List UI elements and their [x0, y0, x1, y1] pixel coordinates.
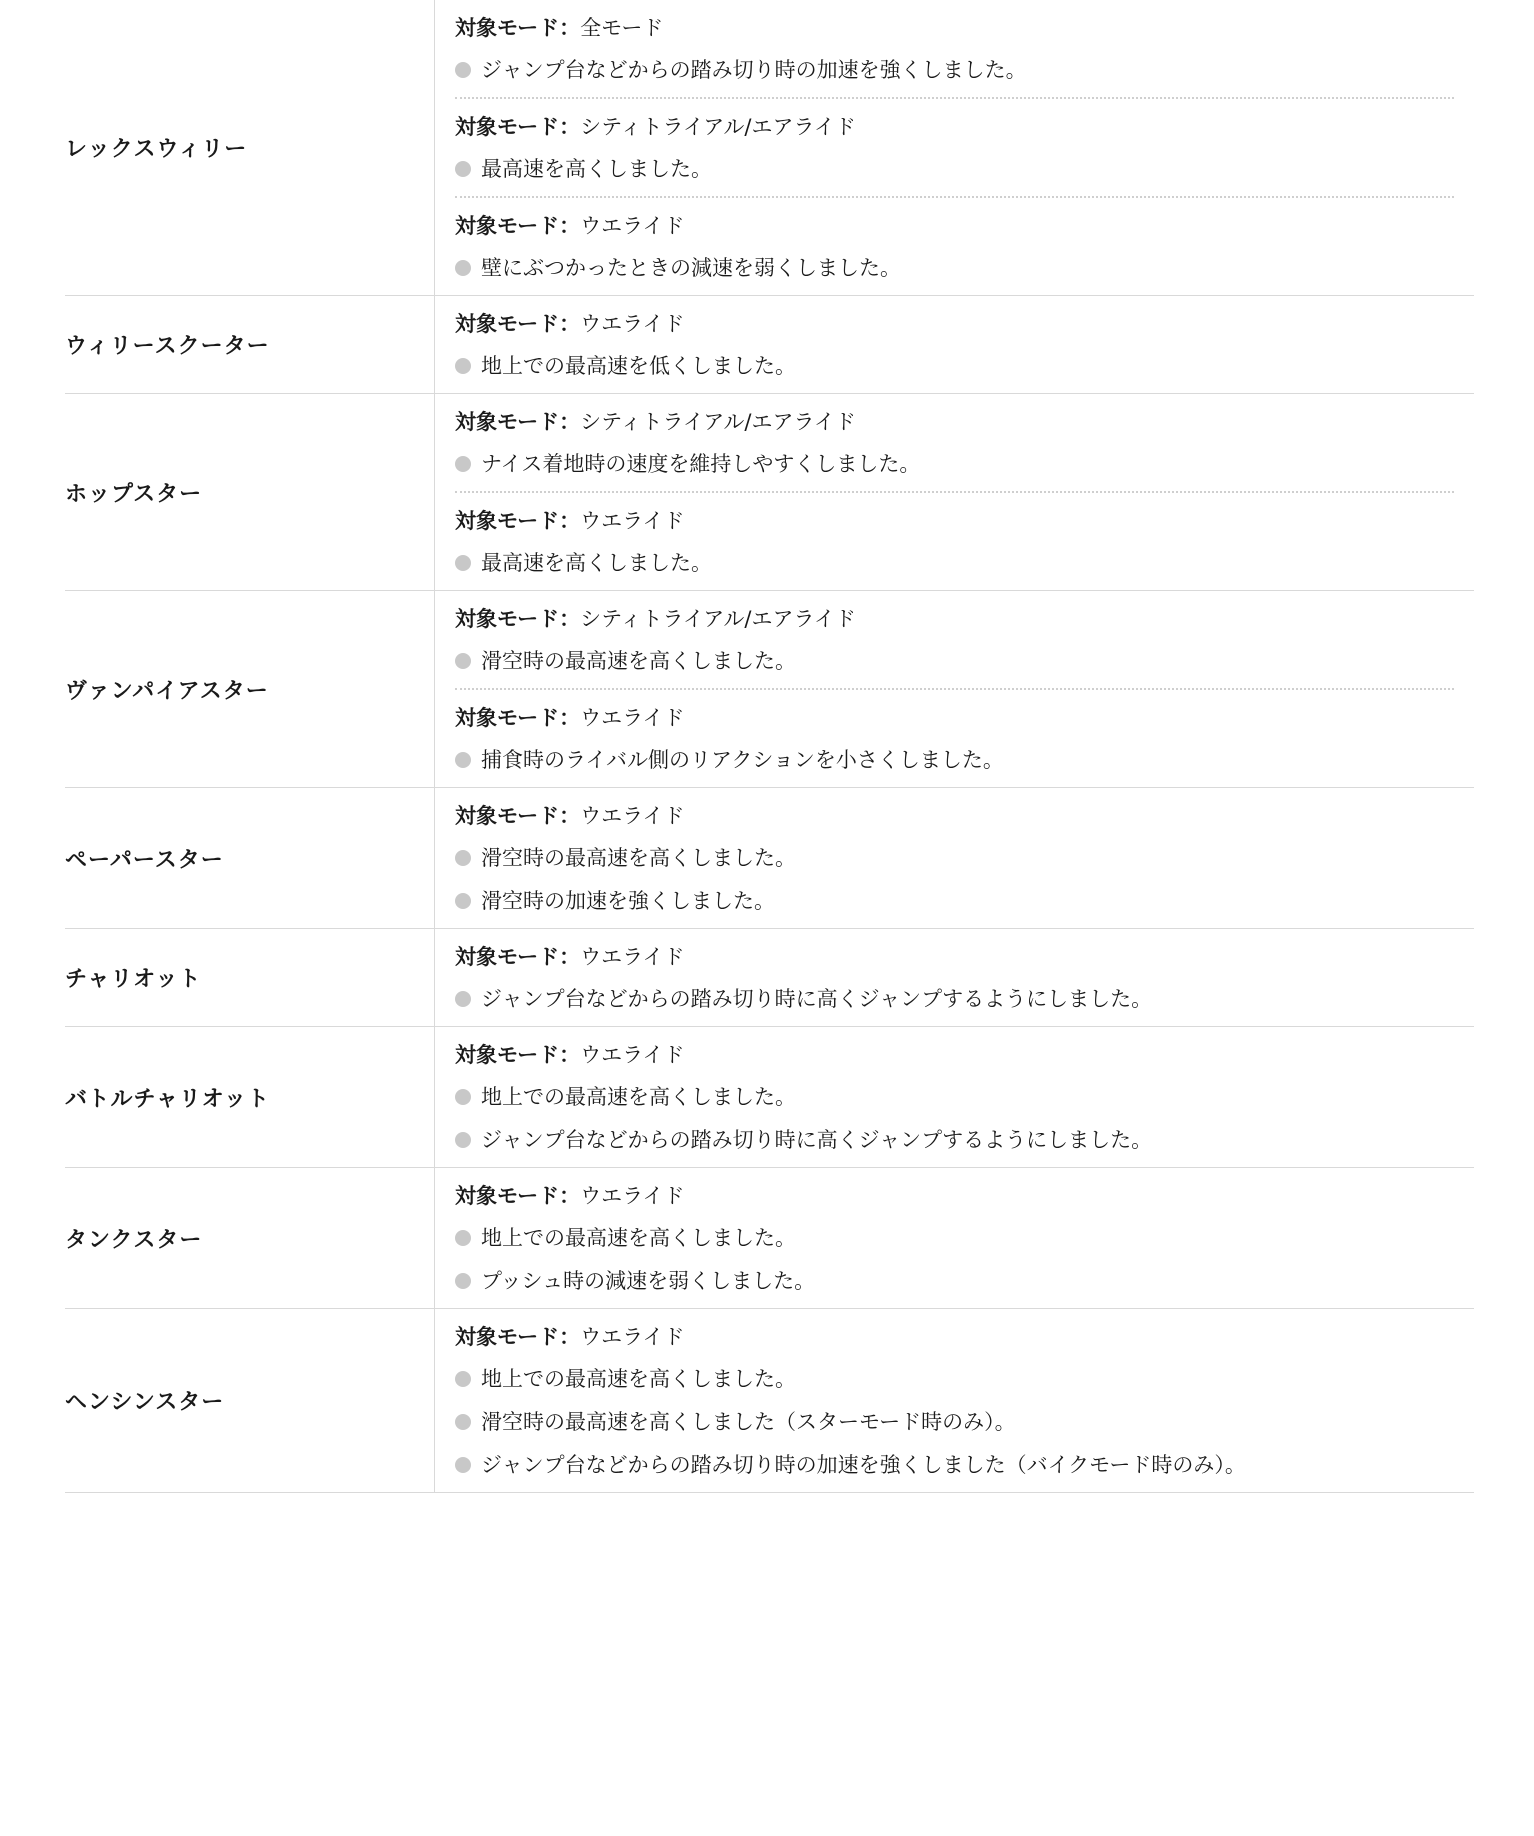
bullet-icon: [455, 850, 471, 866]
target-mode-value: ウエライド: [580, 1325, 685, 1349]
list-item: [455, 745, 1454, 775]
change-description: 捕食時のライバル側のリアクションを小さくしました。: [481, 748, 1004, 772]
bullet-icon: [455, 1132, 471, 1148]
list-item: [455, 1450, 1454, 1480]
changes-cell: [435, 591, 1474, 787]
target-mode-value: ウエライド: [580, 804, 685, 828]
target-mode-line: [455, 604, 1454, 634]
bullet-icon: [455, 752, 471, 768]
bullet-icon: [455, 653, 471, 669]
change-description: ナイス着地時の速度を維持しやすくしました。: [481, 452, 921, 476]
list-item: [455, 55, 1454, 85]
target-mode-line: [455, 211, 1454, 241]
table-row: [65, 1309, 1474, 1493]
list-item: [455, 886, 1454, 916]
list-item: [455, 646, 1454, 676]
changes-cell: [435, 788, 1474, 928]
bullet-icon: [455, 456, 471, 472]
mode-section: [455, 929, 1454, 1026]
change-description: 最高速を高くしました。: [481, 551, 712, 575]
bullet-icon: [455, 1273, 471, 1289]
table-row: [65, 394, 1474, 591]
change-description: ジャンプ台などからの踏み切り時に高くジャンプするようにしました。: [481, 987, 1153, 1011]
list-item: [455, 1266, 1454, 1296]
target-mode-label: 対象モード：: [455, 804, 581, 828]
machine-name: バトルチャリオット: [65, 1027, 435, 1167]
bullet-icon: [455, 893, 471, 909]
target-mode-label: 対象モード：: [455, 214, 581, 238]
target-mode-value: ウエライド: [580, 706, 685, 730]
mode-section: [455, 1027, 1454, 1167]
target-mode-value: ウエライド: [580, 312, 685, 336]
machine-name: レックスウィリー: [65, 0, 435, 295]
change-description: 地上での最高速を低くしました。: [481, 354, 796, 378]
table-row: [65, 1168, 1474, 1309]
change-description: プッシュ時の減速を弱くしました。: [481, 1269, 816, 1293]
machine-adjustment-table: [65, 0, 1474, 1493]
list-item: [455, 1082, 1454, 1112]
target-mode-line: [455, 13, 1454, 43]
machine-name: ヴァンパイアスター: [65, 591, 435, 787]
target-mode-label: 対象モード：: [455, 945, 581, 969]
target-mode-line: [455, 1181, 1454, 1211]
mode-section: [455, 296, 1454, 393]
table-row: [65, 0, 1474, 296]
list-item: [455, 253, 1454, 283]
bullet-icon: [455, 991, 471, 1007]
changes-cell: [435, 1309, 1474, 1492]
target-mode-value: ウエライド: [580, 945, 685, 969]
changes-cell: [435, 296, 1474, 393]
target-mode-line: [455, 801, 1454, 831]
list-item: [455, 154, 1454, 184]
change-description: 滑空時の最高速を高くしました（スターモード時のみ）。: [481, 1410, 1016, 1434]
mode-section: [455, 1309, 1454, 1492]
bullet-icon: [455, 62, 471, 78]
table-row: [65, 591, 1474, 788]
list-item: [455, 843, 1454, 873]
target-mode-value: ウエライド: [580, 1043, 685, 1067]
change-description: 壁にぶつかったときの減速を弱くしました。: [481, 256, 901, 280]
change-description: 滑空時の最高速を高くしました。: [481, 846, 796, 870]
target-mode-label: 対象モード：: [455, 509, 581, 533]
change-description: ジャンプ台などからの踏み切り時に高くジャンプするようにしました。: [481, 1128, 1153, 1152]
change-description: ジャンプ台などからの踏み切り時の加速を強くしました。: [481, 58, 1027, 82]
table-row: [65, 929, 1474, 1027]
list-item: [455, 1364, 1454, 1394]
bullet-icon: [455, 1230, 471, 1246]
list-item: [455, 351, 1454, 381]
target-mode-line: [455, 942, 1454, 972]
target-mode-value: ウエライド: [580, 214, 685, 238]
list-item: [455, 449, 1454, 479]
target-mode-value: シティトライアル/エアライド: [580, 410, 856, 434]
machine-name: チャリオット: [65, 929, 435, 1026]
change-description: ジャンプ台などからの踏み切り時の加速を強くしました（バイクモード時のみ）。: [481, 1453, 1246, 1477]
machine-name: タンクスター: [65, 1168, 435, 1308]
target-mode-value: シティトライアル/エアライド: [580, 115, 856, 139]
mode-section: [455, 97, 1454, 196]
mode-section: [455, 591, 1454, 688]
list-item: [455, 548, 1454, 578]
mode-section: [455, 688, 1454, 787]
target-mode-line: [455, 309, 1454, 339]
change-description: 地上での最高速を高くしました。: [481, 1226, 796, 1250]
changes-cell: [435, 394, 1474, 590]
target-mode-value: シティトライアル/エアライド: [580, 607, 856, 631]
change-description: 最高速を高くしました。: [481, 157, 712, 181]
mode-section: [455, 394, 1454, 491]
target-mode-label: 対象モード：: [455, 1325, 581, 1349]
table-row: [65, 788, 1474, 929]
change-description: 滑空時の加速を強くしました。: [481, 889, 775, 913]
table-row: [65, 1027, 1474, 1168]
target-mode-label: 対象モード：: [455, 410, 581, 434]
changes-cell: [435, 0, 1474, 295]
change-description: 地上での最高速を高くしました。: [481, 1085, 796, 1109]
table-row: [65, 296, 1474, 394]
bullet-icon: [455, 161, 471, 177]
target-mode-line: [455, 112, 1454, 142]
bullet-icon: [455, 358, 471, 374]
target-mode-label: 対象モード：: [455, 607, 581, 631]
mode-section: [455, 1168, 1454, 1308]
target-mode-label: 対象モード：: [455, 706, 581, 730]
bullet-icon: [455, 1414, 471, 1430]
changes-cell: [435, 1027, 1474, 1167]
list-item: [455, 984, 1454, 1014]
machine-name: ヘンシンスター: [65, 1309, 435, 1492]
target-mode-value: ウエライド: [580, 1184, 685, 1208]
bullet-icon: [455, 1089, 471, 1105]
target-mode-line: [455, 506, 1454, 536]
list-item: [455, 1223, 1454, 1253]
changes-cell: [435, 929, 1474, 1026]
target-mode-line: [455, 407, 1454, 437]
change-description: 地上での最高速を高くしました。: [481, 1367, 796, 1391]
list-item: [455, 1407, 1454, 1437]
changes-cell: [435, 1168, 1474, 1308]
target-mode-label: 対象モード：: [455, 1184, 581, 1208]
target-mode-value: 全モード: [580, 16, 664, 40]
target-mode-value: ウエライド: [580, 509, 685, 533]
target-mode-label: 対象モード：: [455, 1043, 581, 1067]
mode-section: [455, 0, 1454, 97]
bullet-icon: [455, 1457, 471, 1473]
machine-name: ホップスター: [65, 394, 435, 590]
list-item: [455, 1125, 1454, 1155]
mode-section: [455, 788, 1454, 928]
target-mode-label: 対象モード：: [455, 312, 581, 336]
machine-name: ペーパースター: [65, 788, 435, 928]
target-mode-line: [455, 703, 1454, 733]
bullet-icon: [455, 555, 471, 571]
bullet-icon: [455, 260, 471, 276]
target-mode-label: 対象モード：: [455, 115, 581, 139]
machine-name: ウィリースクーター: [65, 296, 435, 393]
mode-section: [455, 491, 1454, 590]
bullet-icon: [455, 1371, 471, 1387]
mode-section: [455, 196, 1454, 295]
target-mode-label: 対象モード：: [455, 16, 581, 40]
target-mode-line: [455, 1040, 1454, 1070]
target-mode-line: [455, 1322, 1454, 1352]
change-description: 滑空時の最高速を高くしました。: [481, 649, 796, 673]
